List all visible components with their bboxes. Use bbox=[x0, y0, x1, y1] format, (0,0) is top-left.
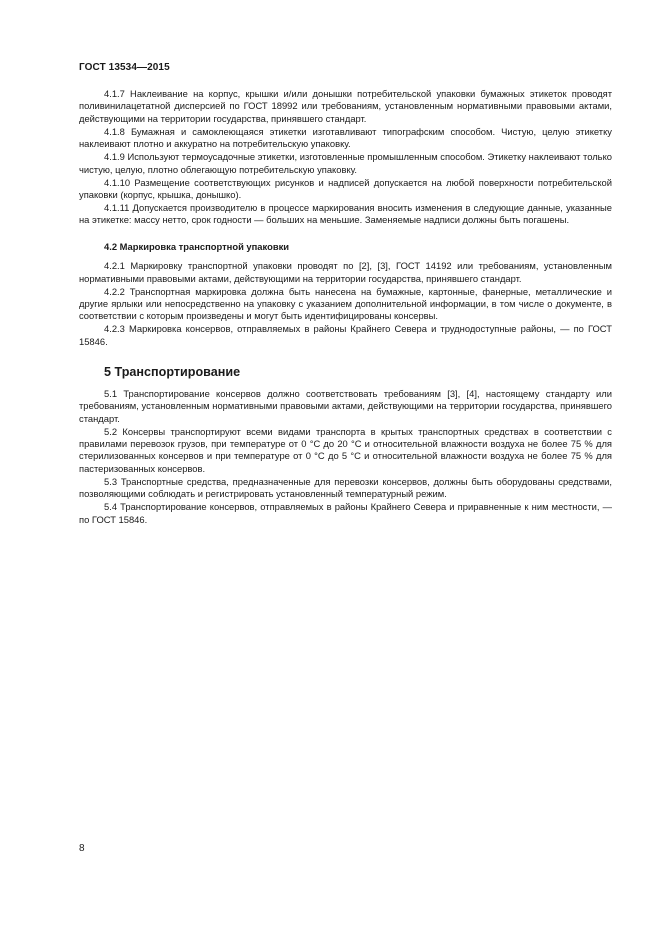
paragraph-5-1: 5.1 Транспортирование консервов должно соответствовать требованиям [3], [4], настоящему стандарту или требованиям, установленным нормативными правовыми актами, действующими на территории государства, принявшего стандарт. bbox=[79, 387, 612, 424]
paragraph-5-2: 5.2 Консервы транспортируют всеми видами транспорта в крытых транспортных средствах в соответствии с правилами перевозок грузов, при температуре от 0 °C до 20 °C и относительной влажности воздуха не более 75 % для стерилизованных консервов и при температуре от 0 °C до 5 °C и относительной влажности воздуха не более 75 % для пастеризованных консервов. bbox=[79, 425, 612, 474]
subsection-heading-4-2: 4.2 Маркировка транспортной упаковки bbox=[104, 240, 290, 252]
paragraph-4-2-1: 4.2.1 Маркировку транспортной упаковки проводят по [2], [3], ГОСТ 14192 или требованиям, установленным нормативными правовыми актами, действующими на территории государства, принявшего стандарт. bbox=[79, 260, 612, 284]
page-number: 8 bbox=[79, 843, 85, 854]
paragraph-4-2-3: 4.2.3 Маркировка консервов, отправляемых в районы Крайнего Севера и труднодоступные районы, — по ГОСТ 15846. bbox=[79, 323, 612, 347]
document-header-code: ГОСТ 13534—2015 bbox=[79, 62, 170, 73]
paragraph-5-3: 5.3 Транспортные средства, предназначенные для перевозки консервов, должны быть оборудованы средствами, позволяющими соблюдать и регистрировать установленный температурный режим. bbox=[79, 475, 612, 500]
paragraph-4-2-2: 4.2.2 Транспортная маркировка должна быть нанесена на бумажные, картонные, фанерные, металлические и другие ярлыки или непосредственно на упаковку с указанием дополнительной информации, в том числе о документе, в соответствии с которым произведены и могут быть идентифицированы консервы. bbox=[79, 285, 612, 322]
paragraph-4-1-7: 4.1.7 Наклеивание на корпус, крышки и/или донышки потребительской упаковки бумажных этикеток проводят поливинилацетатной дисперсией по ГОСТ 18992 или требованиям, установленным нормативными правовыми актами, действующими на территории государства, принявшего стандарт. bbox=[79, 88, 612, 124]
document-body bbox=[79, 88, 612, 527]
paragraph-5-4: 5.4 Транспортирование консервов, отправляемых в районы Крайнего Севера и приравненные к ним местности, — по ГОСТ 15846. bbox=[79, 501, 612, 525]
paragraph-4-1-8: 4.1.8 Бумажная и самоклеющаяся этикетки изготавливают типографским способом. Чистую, целую этикетку наклеивают плотно и аккуратно на потребительскую упаковку. bbox=[79, 125, 612, 150]
paragraph-4-1-9: 4.1.9 Используют термоусадочные этикетки, изготовленные промышленным способом. Этикетку наклеивают только чистую, целую, плотно облегающую потребительскую упаковку. bbox=[79, 151, 612, 175]
paragraph-4-1-11: 4.1.11 Допускается производителю в процессе маркирования вносить изменения в следующие данные, указанные на этикетке: массу нетто, срок годности — больших на меньшие. Заменяемые надписи должны быть погашены. bbox=[79, 202, 612, 226]
section-heading-5: 5 Транспортирование bbox=[104, 365, 241, 380]
paragraph-4-1-10: 4.1.10 Размещение соответствующих рисунков и надписей допускается на любой поверхности потребительской упаковки (корпус, крышка, донышко). bbox=[79, 176, 612, 201]
